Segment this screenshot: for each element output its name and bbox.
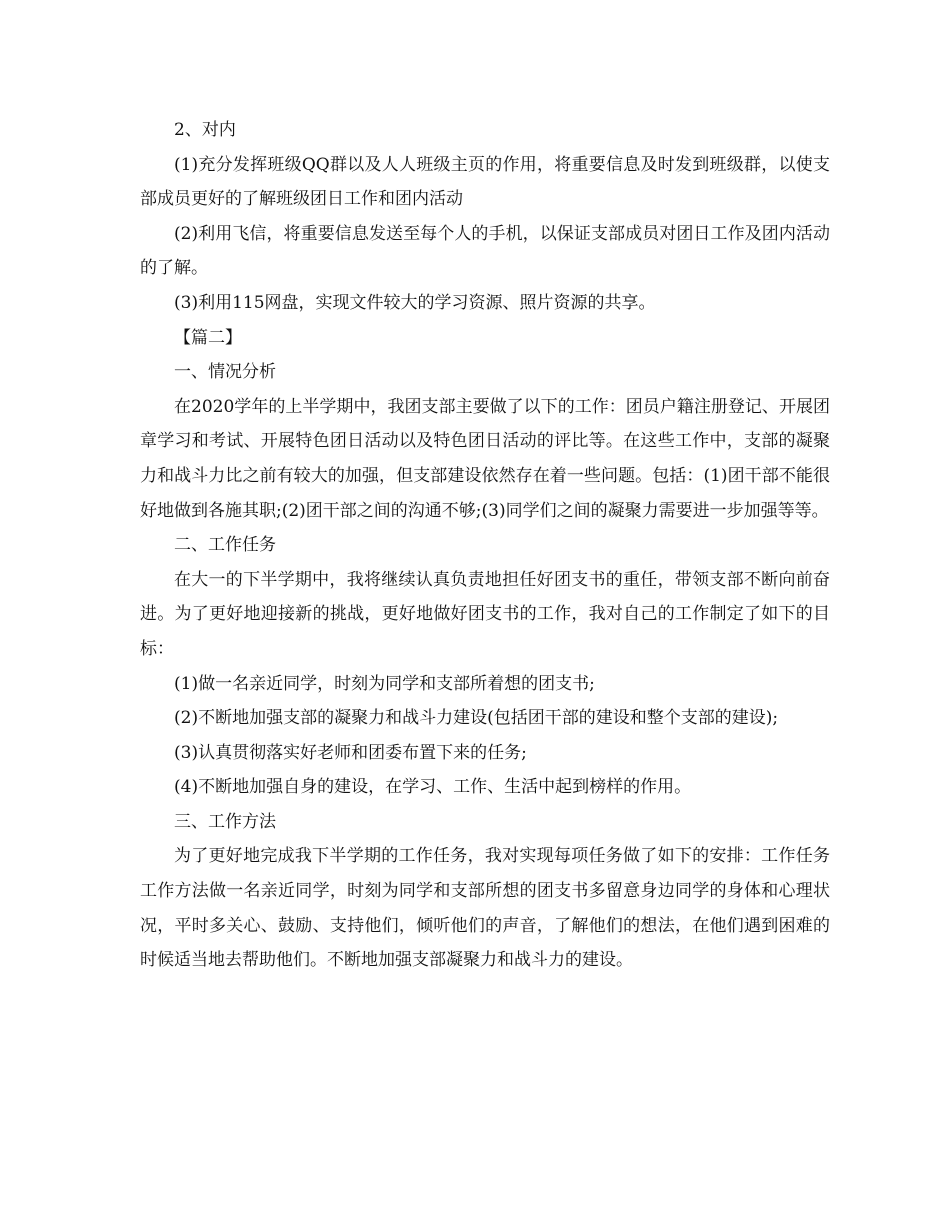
list-item-goal-4: (4)不断地加强自身的建设，在学习、工作、生活中起到榜样的作用。 — [174, 777, 692, 798]
section-heading-work-tasks: 二、工作任务 — [174, 535, 276, 556]
paragraph-work-methods: 为了更好地完成我下半学期的工作任务，我对实现每项任务做了如下的安排：工作任务工作方法做一名亲近同学，时刻为同学和支部所想的团支书多留意身边同学的身体和心理状况，平时多关心、鼓励、支持他们，倾听他们的声音，了解他们的想法，在他们遇到困难的时候适当地去帮助他们。不断地加强支部凝聚力和战斗力的建设。 — [140, 846, 830, 971]
list-item-goal-1: (1)做一名亲近同学，时刻为同学和支部所着想的团支书; — [174, 673, 595, 694]
paragraph-qq-group: (1)充分发挥班级QQ群以及人人班级主页的作用，将重要信息及时发到班级群，以使支部成员更好的了解班级团日工作和团内活动 — [140, 154, 830, 210]
section-heading-situation-analysis: 一、情况分析 — [174, 362, 276, 383]
chapter-heading-part-two: 【篇二】 — [174, 327, 242, 348]
paragraph-work-tasks-intro: 在大一的下半学期中，我将继续认真负责地担任好团支书的重任，带领支部不断向前奋进。为了更好地迎接新的挑战，更好地做好团支书的工作，我对自己的工作制定了如下的目标： — [140, 569, 830, 659]
document-body — [140, 113, 830, 978]
section-heading-internal: 2、对内 — [174, 120, 236, 140]
paragraph-fetion: (2)利用飞信，将重要信息发送至每个人的手机，以保证支部成员对团日工作及团内活动的了解。 — [140, 223, 830, 279]
list-item-goal-3: (3)认真贯彻落实好老师和团委布置下来的任务; — [174, 742, 527, 763]
paragraph-115-netdisk: (3)利用115网盘，实现文件较大的学习资源、照片资源的共享。 — [174, 292, 656, 313]
paragraph-situation-analysis: 在2020学年的上半学期中，我团支部主要做了以下的工作：团员户籍注册登记、开展团章学习和考试、开展特色团日活动以及特色团日活动的评比等。在这些工作中，支部的凝聚力和战斗力比之前有较大的加强，但支部建设依然存在着一些问题。包括：(1)团干部不能很好地做到各施其职;(2)团干部之间的沟通不够;(3)同学们之间的凝聚力需要进一步加强等等。 — [140, 396, 830, 521]
section-heading-work-methods: 三、工作方法 — [174, 811, 276, 832]
list-item-goal-2: (2)不断地加强支部的凝聚力和战斗力建设(包括团干部的建设和整个支部的建设); — [174, 708, 779, 729]
